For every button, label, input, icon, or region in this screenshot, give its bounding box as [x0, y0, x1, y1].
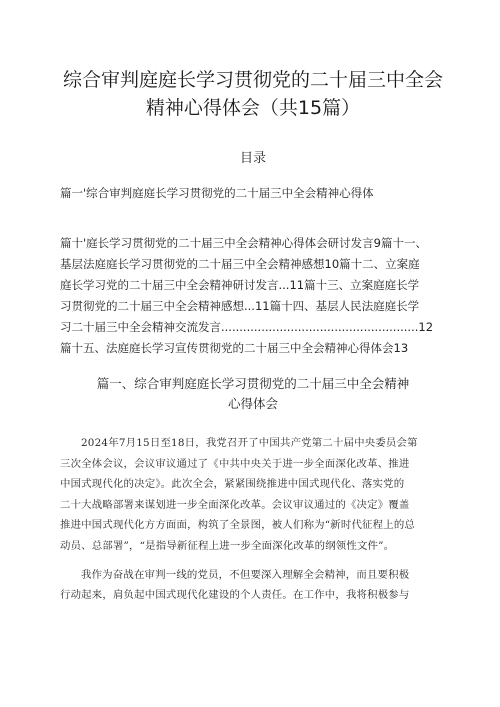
- title-line-2: 精神心得体会（共15篇）: [145, 97, 361, 119]
- paragraph-line: 二十大战略部署来谋划进一步全面深化改革。会议审议通过的《决定》覆盖: [60, 498, 410, 511]
- toc-line[interactable]: 庭长学习党的二十届三中全会精神研讨发言...11篇十三、立案庭庭长学: [60, 278, 420, 292]
- section-title: [60, 374, 446, 414]
- toc-entries: [60, 233, 446, 359]
- section-title-line-2: 心得体会: [227, 396, 278, 411]
- toc-line[interactable]: 习二十届三中全会精神交流发言......................................................12: [60, 320, 434, 334]
- section-title-line-1: 篇一、综合审判庭庭长学习贯彻党的二十届三中全会精神: [96, 376, 410, 391]
- paragraph-line: 推进中国式现代化方方面面，构筑了全景图，被人们称为“新时代征程上的总: [60, 519, 415, 532]
- toc-line[interactable]: 习贯彻党的二十届三中全会精神感想...11篇十四、基层人民法庭庭长学: [60, 299, 420, 313]
- paragraph-line: 2024年7月15日至18日，我党召开了中国共产党第二十届中央委员会第: [81, 437, 418, 449]
- body-paragraph-1: [60, 433, 446, 557]
- paragraph-line: 中国式现代化的决定》。此次全会，紧紧围绕推进中国式现代化、落实党的: [60, 478, 405, 491]
- paragraph-line: 我作为奋战在审判一线的党员，不但要深入理解全会精神，而且要积极: [81, 568, 410, 581]
- toc-entry-1[interactable]: 篇一'综合审判庭庭长学习贯彻党的二十届三中全会精神心得体: [60, 186, 374, 200]
- toc-line[interactable]: 篇十'庭长学习贯彻党的二十届三中全会精神心得体会研讨发言9篇十一、: [60, 236, 427, 250]
- toc-line[interactable]: 基层法庭庭长学习贯彻党的二十届三中全会精神感想10篇十二、立案庭: [60, 257, 420, 271]
- toc-line[interactable]: 篇十五、法庭庭长学习宣传贯彻党的二十届三中全会精神心得体会13: [60, 341, 409, 355]
- paragraph-line: 三次全体会议，会议审议通过了《中共中央关于进一步全面深化改革、推进: [60, 457, 410, 470]
- title-line-1: 综合审判庭庭长学习贯彻党的二十届三中全会: [62, 69, 443, 91]
- body-paragraph-2: [60, 565, 446, 606]
- paragraph-line: 动员、总部署”，“是指导新征程上进一步全面深化改革的纲领性文件”。: [60, 539, 395, 552]
- paragraph-line: 行动起来，肩负起中国式现代化建设的个人责任。在工作中，我将积极参与: [60, 589, 410, 602]
- document-title: [60, 0, 446, 122]
- toc-heading: 目录: [239, 151, 266, 166]
